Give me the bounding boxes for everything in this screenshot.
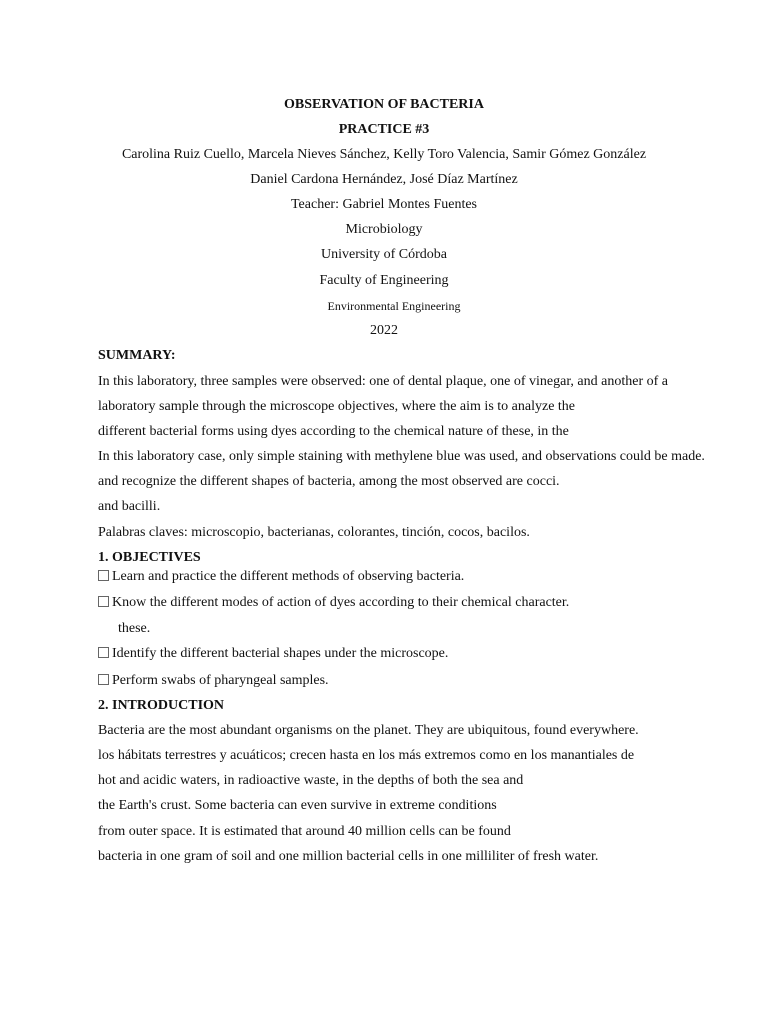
intro-line: the Earth's crust. Some bacteria can even survive in extreme conditions	[98, 798, 497, 813]
authors-line-2: Daniel Cardona Hernández, José Díaz Martínez	[250, 172, 518, 187]
introduction-heading: 2. INTRODUCTION	[98, 698, 225, 713]
intro-line: Bacteria are the most abundant organisms on the planet. They are ubiquitous, found everywhere.	[98, 723, 639, 738]
summary-line: and recognize the different shapes of bacteria, among the most observed are cocci.	[98, 474, 560, 489]
document-title: OBSERVATION OF BACTERIA	[284, 97, 484, 112]
practice-number: PRACTICE #3	[338, 122, 430, 137]
list-item	[98, 645, 448, 663]
objective-text: Know the different modes of action of dyes according to their chemical character.	[112, 595, 570, 610]
summary-heading: SUMMARY:	[98, 348, 176, 363]
list-item	[98, 594, 569, 612]
program: Environmental Engineering	[327, 299, 461, 313]
objective-text: Perform swabs of pharyngeal samples.	[112, 673, 329, 688]
objectives-heading: 1. OBJECTIVES	[98, 550, 201, 565]
objective-continuation: these.	[118, 621, 151, 636]
objective-text: Identify the different bacterial shapes under the microscope.	[112, 646, 449, 661]
keywords-line: Palabras claves: microscopio, bacterianas, colorantes, tinción, cocos, bacilos.	[98, 525, 530, 540]
intro-line: from outer space. It is estimated that around 40 million cells can be found	[98, 824, 511, 839]
list-item	[98, 672, 329, 690]
authors-line-1: Carolina Ruiz Cuello, Marcela Nieves Sánchez, Kelly Toro Valencia, Samir Gómez González	[121, 147, 647, 162]
intro-line: los hábitats terrestres y acuáticos; crecen hasta en los más extremos como en los manantiales de	[98, 748, 635, 763]
missing-glyph-bullet-icon	[98, 596, 109, 607]
intro-line: bacteria in one gram of soil and one million bacterial cells in one milliliter of fresh water.	[98, 849, 599, 864]
objective-text: Learn and practice the different methods of observing bacteria.	[112, 569, 465, 584]
intro-line: hot and acidic waters, in radioactive waste, in the depths of both the sea and	[98, 773, 524, 788]
teacher: Teacher: Gabriel Montes Fuentes	[290, 197, 477, 212]
faculty: Faculty of Engineering	[319, 273, 449, 288]
missing-glyph-bullet-icon	[98, 674, 109, 685]
summary-line: different bacterial forms using dyes according to the chemical nature of these, in the	[98, 424, 569, 439]
missing-glyph-bullet-icon	[98, 647, 109, 658]
summary-line: and bacilli.	[98, 499, 161, 514]
summary-line: laboratory sample through the microscope objectives, where the aim is to analyze the	[98, 399, 576, 414]
subject: Microbiology	[345, 222, 423, 237]
summary-line: In this laboratory, three samples were observed: one of dental plaque, one of vinegar, and another of a	[98, 374, 668, 389]
missing-glyph-bullet-icon	[98, 570, 109, 581]
summary-line: In this laboratory case, only simple staining with methylene blue was used, and observations could be made.	[98, 449, 705, 464]
year: 2022	[370, 323, 398, 338]
university: University of Córdoba	[321, 247, 447, 262]
list-item	[98, 568, 464, 586]
